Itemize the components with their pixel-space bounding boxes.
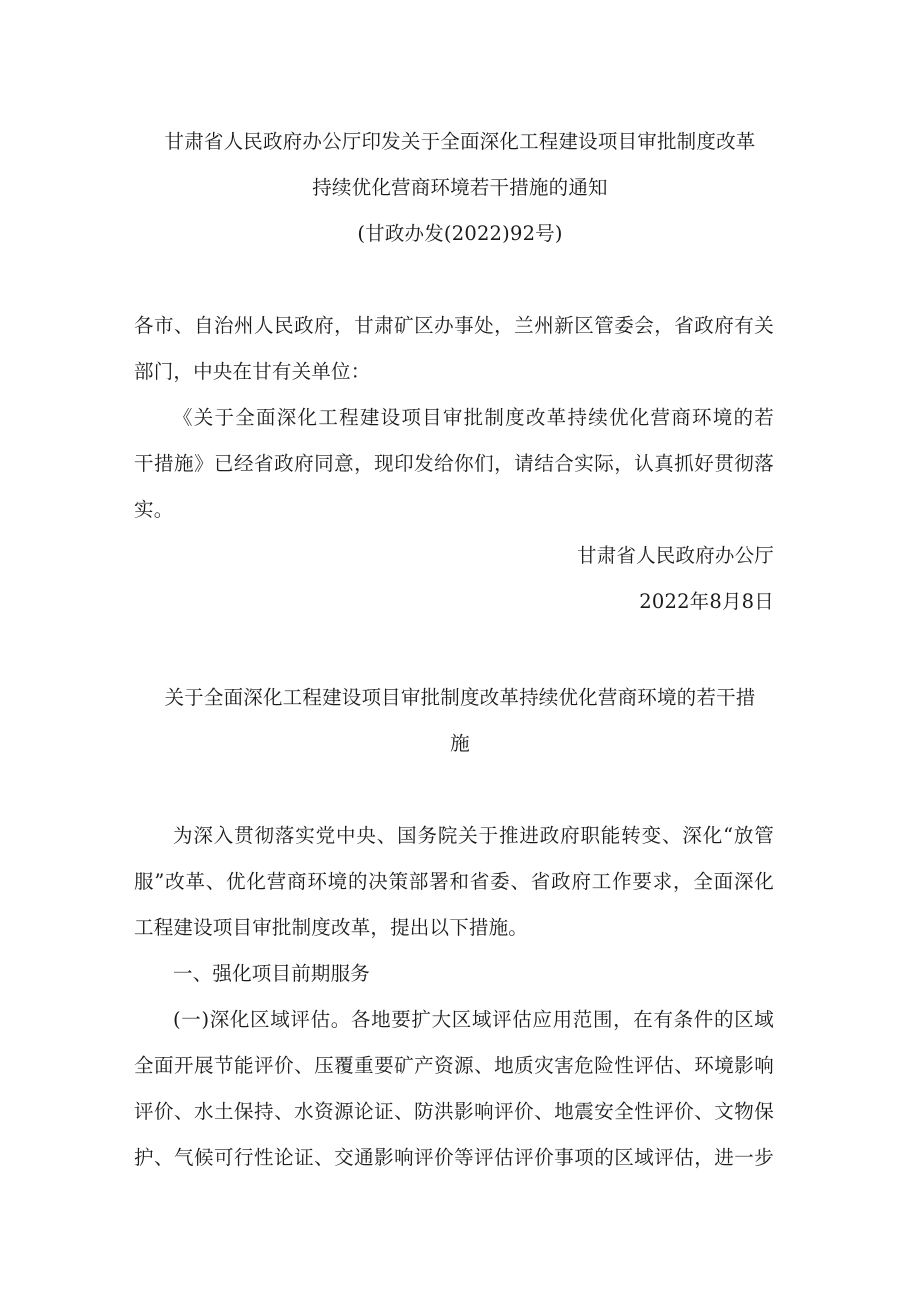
notice-title-line-1: 甘肃省人民政府办公厅印发关于全面深化工程建设项目审批制度改革: [164, 130, 756, 153]
item-1-line-3: 评价、水土保持、水资源论证、防洪影响评价、地震安全性评价、文物保: [134, 1100, 774, 1123]
measures-title-line-1: 关于全面深化工程建设项目审批制度改革持续优化营商环境的若干措: [164, 686, 756, 709]
signature: 甘肃省人民政府办公厅: [576, 544, 774, 567]
intro-line-3: 工程建设项目审批制度改革，提出以下措施。: [134, 916, 529, 939]
notice-body-line-3: 实。: [134, 498, 174, 521]
intro-line-2: 服”改革、优化营商环境的决策部署和省委、省政府工作要求，全面深化: [134, 870, 774, 893]
notice-body-line-1: 《关于全面深化工程建设项目审批制度改革持续优化营商环境的若: [173, 406, 774, 429]
item-1-line-4: 护、气候可行性论证、交通影响评价等评估评价事项的区域评估，进一步: [134, 1146, 774, 1169]
addressee-line-2: 部门，中央在甘有关单位：: [134, 360, 371, 383]
section-1-heading: 一、强化项目前期服务: [173, 962, 371, 985]
notice-doc-number: (甘政办发(2022)92号): [357, 222, 563, 245]
addressee-line-1: 各市、自治州人民政府，甘肃矿区办事处，兰州新区管委会，省政府有关: [134, 314, 774, 337]
measures-title-line-2: 施: [450, 732, 470, 755]
intro-line-1: 为深入贯彻落实党中央、国务院关于推进政府职能转变、深化“放管: [173, 824, 774, 847]
item-1-line-1: (一)深化区域评估。各地要扩大区域评估应用范围，在有条件的区域: [173, 1008, 774, 1031]
item-1-line-2: 全面开展节能评价、压覆重要矿产资源、地质灾害危险性评估、环境影响: [134, 1054, 774, 1077]
notice-title-line-2: 持续优化营商环境若干措施的通知: [312, 176, 608, 199]
notice-body-line-2: 干措施》已经省政府同意，现印发给你们，请结合实际，认真抓好贯彻落: [134, 452, 774, 475]
issue-date: 2022年8月8日: [639, 590, 774, 613]
